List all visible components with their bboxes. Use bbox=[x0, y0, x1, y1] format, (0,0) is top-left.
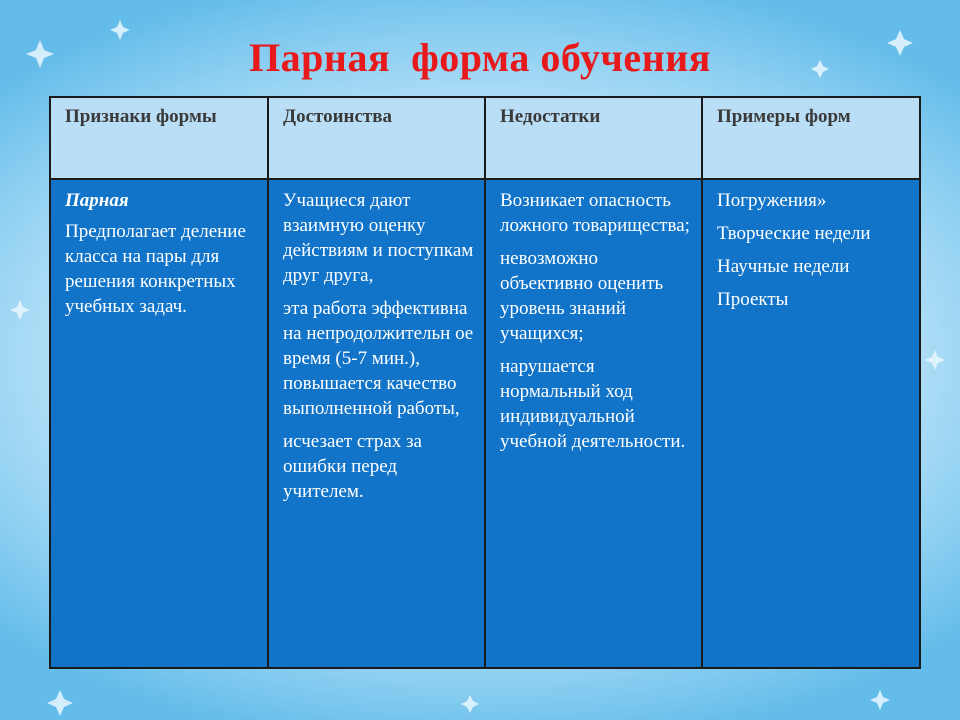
form-description: Предполагает деление класса на пары для решения конкретных учебных задач. bbox=[65, 221, 246, 317]
table-header-row bbox=[50, 97, 920, 179]
example-item: Творческие недели bbox=[717, 223, 871, 244]
comparison-table bbox=[49, 96, 921, 669]
form-name: Парная bbox=[65, 190, 129, 211]
disadvantage-item: Возникает опасность ложного товарищества; bbox=[500, 190, 690, 236]
header-examples: Примеры форм bbox=[702, 97, 920, 179]
header-features: Признаки формы bbox=[50, 97, 268, 179]
cell-examples bbox=[702, 179, 920, 668]
header-advantages: Достоинства bbox=[268, 97, 485, 179]
advantage-item: исчезает страх за ошибки перед учителем. bbox=[283, 431, 422, 502]
cell-advantages bbox=[268, 179, 485, 668]
header-disadvantages: Недостатки bbox=[485, 97, 702, 179]
example-item: Проекты bbox=[717, 289, 789, 310]
example-item: Научные недели bbox=[717, 256, 850, 277]
cell-disadvantages bbox=[485, 179, 702, 668]
advantage-item: Учащиеся дают взаимную оценку действиям и поступкам друг друга, bbox=[283, 190, 474, 286]
example-item: Погружения» bbox=[717, 190, 827, 211]
disadvantage-item: невозможно объективно оценить уровень знаний учащихся; bbox=[500, 248, 664, 344]
slide-title: Парная форма обучения bbox=[249, 35, 711, 80]
advantage-item: эта работа эффективна на непродолжительн ое время (5-7 мин.), повышается качество выполненной работы, bbox=[283, 298, 474, 419]
table-row bbox=[50, 179, 920, 668]
disadvantage-item: нарушается нормальный ход индивидуальной учебной деятельности. bbox=[500, 356, 686, 452]
cell-features bbox=[50, 179, 268, 668]
